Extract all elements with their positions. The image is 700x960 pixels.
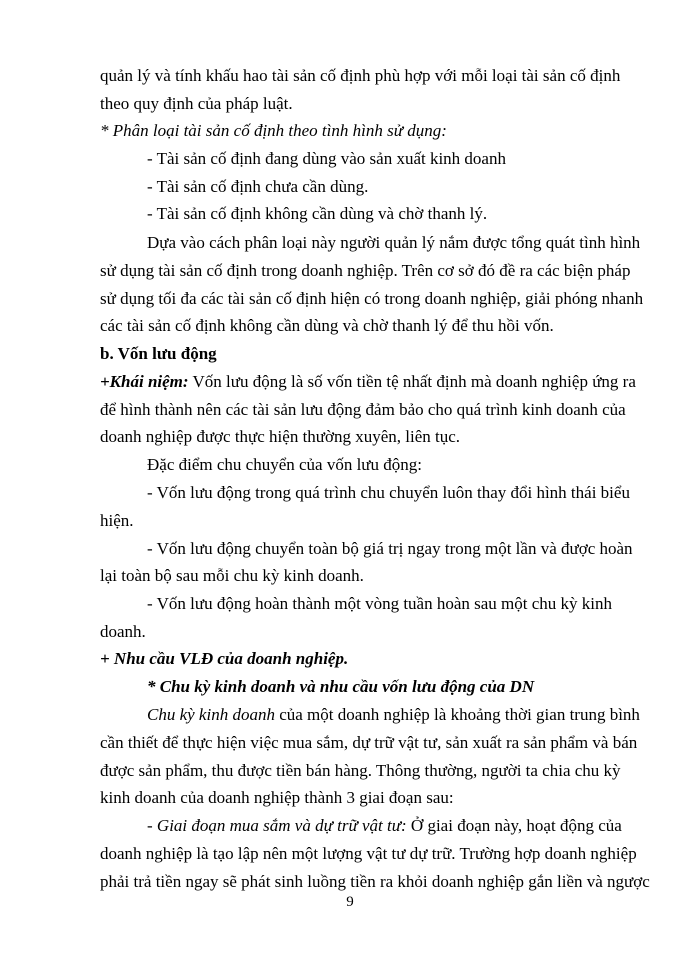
page-number: 9 [346,894,354,910]
stage-text: Ở giai đoạn này, hoạt động của [406,816,622,835]
text-line: cần thiết để thực hiện việc mua sắm, dự trữ vật tư, sản xuất ra sản phẩm và bán [100,733,638,752]
text-line: được sản phẩm, thu được tiền bán hàng. Thông thường, người ta chia chu kỳ [100,761,621,780]
text-line [147,701,640,728]
text-line: để hình thành nên các tài sản lưu động đảm bảo cho quá trình kinh doanh của [100,400,626,419]
text-line: kinh doanh của doanh nghiệp thành 3 giai đoạn sau: [100,788,454,807]
list-item: - Vốn lưu động chuyển toàn bộ giá trị ngay trong một lần và được hoàn [147,539,633,558]
term-text: của một doanh nghiệp là khoảng thời gian trung bình [274,705,640,724]
text-line: hiện. [100,511,134,530]
list-item: - Tài sản cố định không cần dùng và chờ thanh lý. [147,204,488,223]
list-item: - Tài sản cố định chưa cần dùng. [147,177,369,196]
text-line [147,812,622,839]
text-line: quản lý và tính khấu hao tài sản cố định phù hợp với mỗi loại tài sản cố định [100,66,621,85]
text-line: các tài sản cố định không cần dùng và chờ thanh lý để thu hồi vốn. [100,316,554,335]
definition-label: +Khái niệm: [100,372,189,391]
text-line: phải trả tiền ngay sẽ phát sinh luồng tiền ra khỏi doanh nghiệp gắn liền và ngược [100,872,650,891]
section-heading: + Nhu cầu VLĐ của doanh nghiệp. [100,649,349,668]
section-heading: * Phân loại tài sản cố định theo tình hình sử dụng: [100,121,447,140]
text-line: doanh nghiệp là tạo lập nên một lượng vật tư dự trữ. Trường hợp doanh nghiệp [100,844,637,863]
text-line: Đặc điểm chu chuyển của vốn lưu động: [147,455,422,474]
definition-line [100,368,636,395]
definition-text: Vốn lưu động là số vốn tiền tệ nhất định mà doanh nghiệp ứng ra [188,372,636,391]
section-heading: b. Vốn lưu động [100,344,217,363]
text-line: sử dụng tối đa các tài sản cố định hiện có trong doanh nghiệp, giải phóng nhanh [100,289,644,308]
text-line: theo quy định của pháp luật. [100,94,293,113]
text-line: doanh. [100,622,146,641]
list-item: - Vốn lưu động trong quá trình chu chuyển luôn thay đổi hình thái biểu [147,483,630,502]
text-line: Dựa vào cách phân loại này người quản lý nắm được tổng quát tình hình [147,233,641,252]
text-line: doanh nghiệp được thực hiện thường xuyên, liên tục. [100,427,461,446]
text-line: lại toàn bộ sau mỗi chu kỳ kinh doanh. [100,566,364,585]
subsection-heading: * Chu kỳ kinh doanh và nhu cầu vốn lưu động của DN [147,677,535,696]
text-line: sử dụng tài sản cố định trong doanh nghiệp. Trên cơ sở đó đề ra các biện pháp [100,261,631,280]
stage-label: - Giai đoạn mua sắm và dự trữ vật tư: [147,816,407,835]
list-item: - Tài sản cố định đang dùng vào sản xuất kinh doanh [147,149,506,168]
list-item: - Vốn lưu động hoàn thành một vòng tuần hoàn sau một chu kỳ kinh [147,594,613,613]
term-italic: Chu kỳ kinh doanh [147,705,275,724]
